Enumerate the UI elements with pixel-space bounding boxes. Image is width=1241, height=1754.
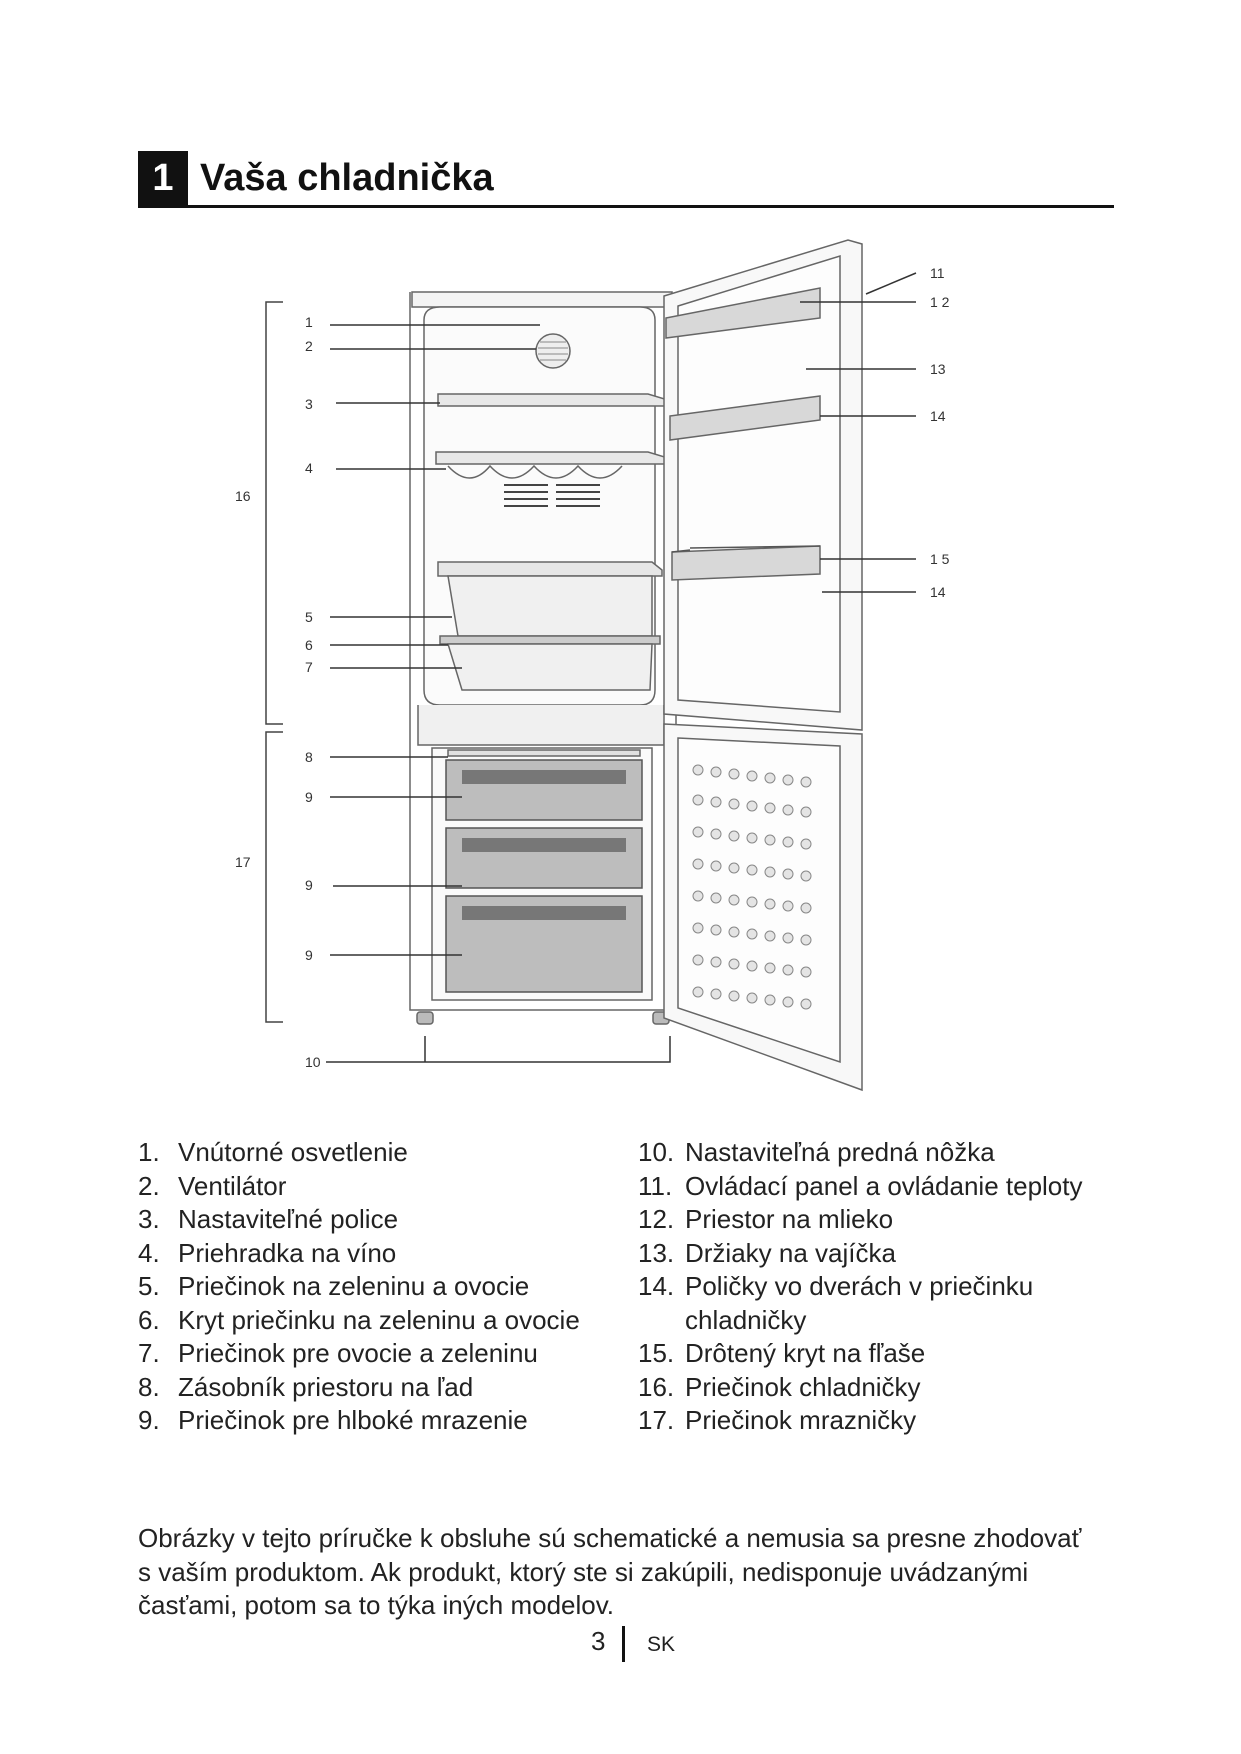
parts-list-item: [138, 1170, 618, 1204]
callout-2: 2: [305, 338, 313, 354]
item-number: 3.: [138, 1204, 160, 1234]
parts-list-item: [138, 1337, 618, 1371]
item-text: Priečinok pre ovocie a zeleninu: [178, 1338, 538, 1368]
callout-9c: 9: [305, 947, 313, 963]
callout-5: 5: [305, 609, 313, 625]
section-header: [138, 151, 1114, 208]
section-number-badge: 1: [138, 151, 188, 205]
item-text: Poličky vo dverách v priečinku chladničky: [685, 1271, 1034, 1335]
callout-1: 1: [305, 314, 313, 330]
language-code: SK: [647, 1633, 676, 1656]
item-text: Nastaviteľná predná nôžka: [685, 1137, 995, 1167]
section-title: Vaša chladnička: [200, 157, 494, 199]
item-text: Kryt priečinku na zeleninu a ovocie: [178, 1304, 580, 1335]
callout-8: 8: [305, 749, 313, 765]
item-number: 15.: [638, 1338, 675, 1368]
page-footer: [0, 1624, 1241, 1664]
item-number: 9.: [138, 1405, 160, 1435]
footer-divider: [622, 1626, 625, 1662]
parts-list-item: [638, 1170, 1108, 1204]
callout-16: 16: [235, 488, 251, 504]
item-number: 17.: [638, 1405, 675, 1435]
parts-list-item: [138, 1404, 618, 1438]
item-number: 8.: [138, 1371, 160, 1402]
parts-list-item: [638, 1337, 1108, 1371]
parts-list-item: [138, 1270, 618, 1304]
item-number: 12.: [638, 1204, 675, 1234]
page-number: 3: [591, 1626, 606, 1656]
callout-9a: 9: [305, 789, 313, 805]
item-text: Držiaky na vajíčka: [685, 1237, 896, 1268]
callout-17: 17: [235, 854, 251, 870]
item-number: 4.: [138, 1237, 160, 1268]
item-text: Ovládací panel a ovládanie teploty: [685, 1170, 1083, 1201]
parts-list-left: [138, 1136, 618, 1438]
callout-11: 11: [930, 265, 945, 281]
parts-list-item: [638, 1371, 1108, 1405]
callout-13: 13: [930, 361, 946, 377]
item-text: Zásobník priestoru na ľad: [178, 1371, 474, 1402]
parts-list-item: [638, 1404, 1108, 1438]
item-number: 14.: [638, 1271, 675, 1301]
item-number: 11.: [638, 1170, 673, 1201]
callout-10: 10: [305, 1054, 321, 1070]
callout-3: 3: [305, 396, 313, 412]
parts-list-item: [638, 1203, 1108, 1237]
item-text: Priečinok mrazničky: [685, 1405, 917, 1435]
item-number: 5.: [138, 1271, 160, 1301]
item-text: Nastaviteľné police: [178, 1204, 399, 1234]
parts-list-item: [138, 1304, 618, 1338]
item-text: Priečinok pre hlboké mrazenie: [178, 1405, 528, 1435]
callout-9b: 9: [305, 877, 313, 893]
item-text: Priestor na mlieko: [685, 1204, 894, 1234]
parts-list-item: [138, 1203, 618, 1237]
callout-14b: 14: [930, 584, 946, 600]
item-text: Vnútorné osvetlenie: [178, 1137, 408, 1167]
item-text: Priečinok na zeleninu a ovocie: [178, 1271, 530, 1301]
refrigerator-diagram: [0, 230, 1241, 1110]
callout-4: 4: [305, 460, 313, 476]
parts-list-item: [638, 1136, 1108, 1170]
parts-list-right: [638, 1136, 1108, 1438]
callout-12: 1 2: [930, 294, 950, 310]
parts-list-item: [138, 1237, 618, 1271]
disclaimer-note: Obrázky v tejto príručke k obsluhe sú schematické a nemusia sa presne zhodovať s vaším produktom. Ak produkt, ktorý ste si zakúpili, nedisponuje uvádzanými časťami, potom sa to týka iných modelov.: [138, 1523, 1082, 1620]
parts-list-item: [138, 1371, 618, 1405]
item-number: 6.: [138, 1304, 160, 1335]
item-text: Priehradka na víno: [178, 1237, 397, 1268]
item-number: 2.: [138, 1170, 160, 1201]
parts-list-item: [138, 1136, 618, 1170]
callout-15: 1 5: [930, 551, 950, 567]
parts-list-item: [638, 1237, 1108, 1271]
item-number: 1.: [138, 1137, 160, 1167]
callout-6: 6: [305, 637, 313, 653]
item-number: 16.: [638, 1371, 675, 1402]
item-number: 7.: [138, 1338, 160, 1368]
parts-list-item: [638, 1270, 1108, 1337]
item-number: 13.: [638, 1237, 675, 1268]
callout-7: 7: [305, 659, 313, 675]
compartment-brackets: [266, 302, 283, 1022]
callout-14a: 14: [930, 408, 946, 424]
item-text: Drôtený kryt na fľaše: [685, 1338, 926, 1368]
item-number: 10.: [638, 1137, 675, 1167]
item-text: Ventilátor: [178, 1170, 287, 1201]
fridge-body: [410, 240, 862, 1090]
item-text: Priečinok chladničky: [685, 1371, 921, 1402]
